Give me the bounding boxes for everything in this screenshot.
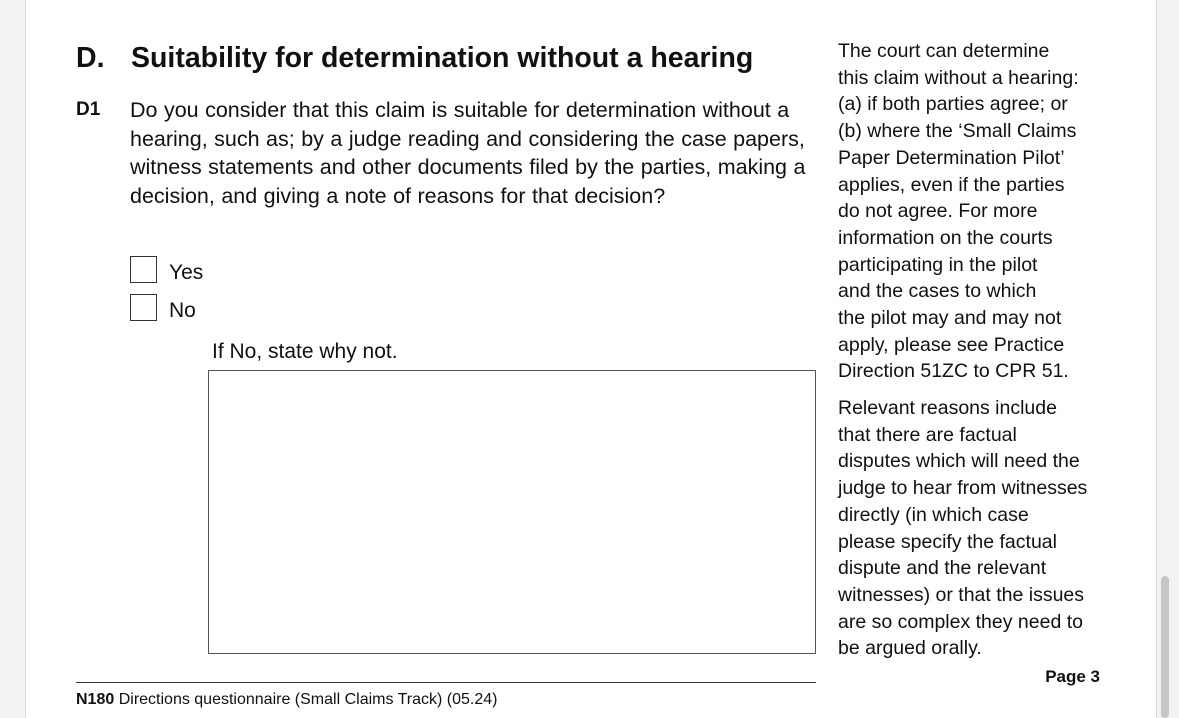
option-no[interactable] — [130, 292, 196, 322]
section-heading — [76, 38, 806, 78]
no-checkbox[interactable] — [130, 294, 157, 321]
guidance-paragraph-reasons: Relevant reasons include that there are factual disputes which will need the judge to hear from witnesses directly (in which case please specify the factual dispute and the relevant witnesses) or that the issues are so complex they need to be argued orally. — [838, 397, 1088, 660]
guidance-paragraph-pilot: The court can determine this claim without a hearing: (a) if both parties agree; or (b) where the ‘Small Claims Paper Determination Pilot’ applies, even if the parties do not agree. For more information on the courts participating in the pilot and the cases to which the pilot may and may not apply, please see Practice Direction 51ZC to CPR 51. — [838, 40, 1079, 383]
option-yes[interactable] — [130, 254, 203, 284]
section-title: Suitability for determination without a hearing — [131, 42, 754, 74]
no-label: No — [169, 299, 196, 322]
reason-label: If No, state why not. — [212, 340, 398, 363]
yes-checkbox[interactable] — [130, 256, 157, 283]
form-code: N180 — [76, 691, 115, 708]
page-number: Page 3 — [1045, 667, 1100, 686]
question-text: Do you consider that this claim is suitable for determination without a hearing, such as; by a judge reading and considering the case papers, witness statements and other documents filed by the parties, making a decision, and giving a note of reasons for that decision? — [130, 98, 806, 208]
footer-divider — [76, 682, 816, 683]
section-letter: D. — [76, 42, 105, 74]
yes-label: Yes — [169, 261, 204, 284]
scrollbar-thumb[interactable] — [1161, 576, 1169, 718]
question-number: D1 — [76, 99, 101, 120]
footer-form-reference — [76, 690, 498, 710]
reason-text-field[interactable] — [208, 370, 816, 654]
form-title: Directions questionnaire (Small Claims Track) (05.24) — [118, 691, 498, 708]
